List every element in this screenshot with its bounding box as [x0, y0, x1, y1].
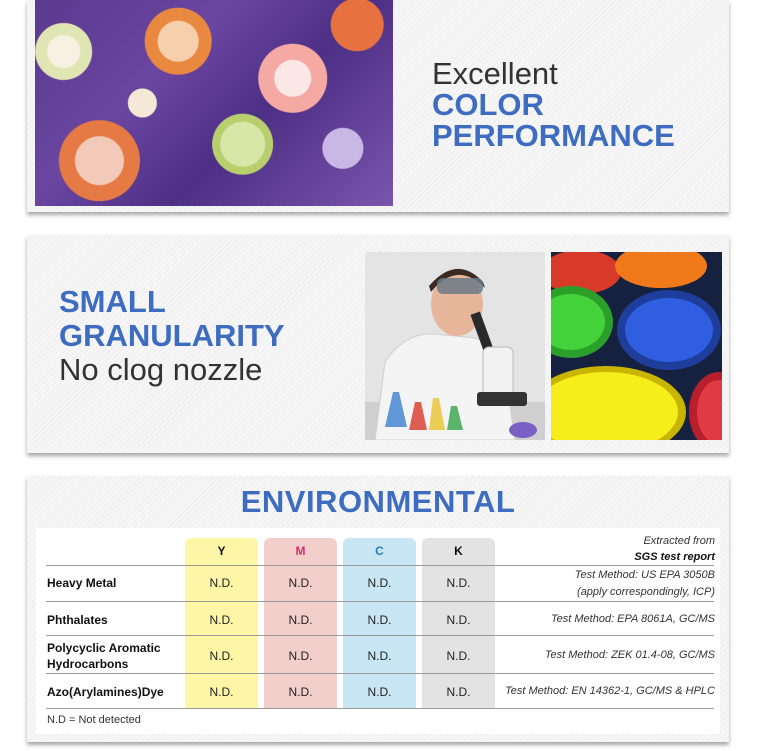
column-header-c: C [375, 544, 384, 558]
kimono-fabric-photo [35, 0, 393, 206]
table-cell: N.D. [288, 685, 313, 699]
table-bottom-divider [46, 708, 714, 709]
table-cell: N.D. [446, 649, 471, 663]
row-method-pah: Test Method: ZEK 01.4-08, GC/MS [544, 649, 715, 661]
row-label-phthalates: Phthalates [47, 613, 108, 627]
table-cell: N.D. [446, 685, 471, 699]
granularity-panel [27, 235, 729, 453]
color-text: COLOR [432, 87, 544, 122]
sgs-test-table [36, 528, 720, 734]
environmental-title: ENVIRONMENTAL [240, 484, 516, 519]
column-header-m: M [295, 544, 306, 558]
row-label-pah: Polycyclic Aromatic [47, 641, 161, 655]
table-cell: N.D. [367, 685, 392, 699]
table-cell: N.D. [209, 576, 234, 590]
scientist-microscope-photo [365, 252, 545, 440]
table-cell: N.D. [446, 613, 471, 627]
table-cell: N.D. [367, 576, 392, 590]
table-header-divider [46, 565, 714, 566]
source-line-2: SGS test report [634, 551, 715, 563]
performance-text: PERFORMANCE [432, 118, 675, 153]
table-row-divider [46, 601, 714, 602]
table-cell: N.D. [446, 576, 471, 590]
row-method-phthalates: Test Method: EPA 8061A, GC/MS [550, 613, 715, 625]
small-text: SMALL [59, 284, 166, 319]
row-method-heavy-metal: Test Method: US EPA 3050B [574, 569, 715, 581]
granularity-text: GRANULARITY [59, 318, 285, 353]
excellent-text: Excellent [432, 56, 558, 91]
color-performance-panel [27, 0, 729, 212]
row-method-azo-dye: Test Method: EN 14362-1, GC/MS & HPLC [505, 685, 715, 697]
source-line-1: Extracted from [643, 535, 715, 547]
table-cell: N.D. [288, 649, 313, 663]
table-cell: N.D. [288, 613, 313, 627]
table-row-divider [46, 673, 714, 674]
footnote: N.D = Not detected [47, 714, 141, 726]
table-cell: N.D. [288, 576, 313, 590]
paint-cans-photo [551, 252, 722, 440]
table-cell: N.D. [209, 613, 234, 627]
row-label-pah-line2: Hydrocarbons [47, 657, 129, 671]
no-clog-text: No clog nozzle [59, 352, 263, 387]
granularity-heading [59, 285, 285, 387]
table-cell: N.D. [367, 649, 392, 663]
row-label-azo-dye: Azo(Arylamines)Dye [47, 685, 164, 699]
color-performance-heading [432, 58, 675, 151]
column-header-k: K [454, 544, 463, 558]
column-header-y: Y [217, 544, 226, 558]
table-row-divider [46, 635, 714, 636]
row-label-heavy-metal: Heavy Metal [47, 576, 117, 590]
environmental-panel [27, 476, 729, 742]
table-cell: N.D. [209, 649, 234, 663]
table-cell: N.D. [209, 685, 234, 699]
row-method-heavy-metal-note: (apply correspondingly, ICP) [577, 586, 715, 598]
table-cell: N.D. [367, 613, 392, 627]
